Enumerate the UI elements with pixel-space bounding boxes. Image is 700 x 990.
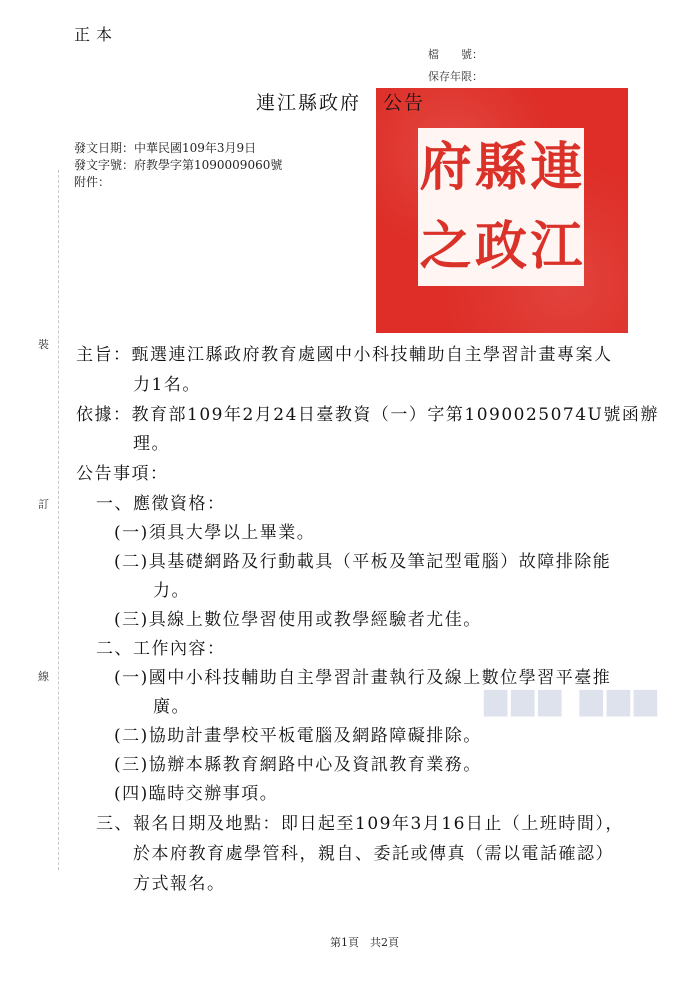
- issue-date: 發文日期：中華民國109年3月9日: [74, 141, 257, 155]
- seal-characters: [418, 128, 584, 286]
- basis-line-1: 依據：教育部109年2月24日臺教資（一）字第1090025074U號函辦: [76, 405, 659, 425]
- seal-char: 縣: [474, 137, 527, 198]
- section-2-item-4: (四)臨時交辦事項。: [114, 784, 279, 804]
- items-heading: 公告事項：: [76, 464, 169, 484]
- document-type: 公告: [383, 92, 426, 114]
- seal-char: 府: [419, 137, 472, 198]
- faint-watermark: ▆▆▆ ▆▆▆: [484, 682, 661, 717]
- section-1-item-1: (一)須具大學以上畢業。: [114, 523, 316, 543]
- document-number: 發文字號：府教學字第1090009060號: [74, 158, 283, 172]
- seal-char: 之: [419, 216, 472, 277]
- seal-char: 江: [530, 216, 583, 277]
- attachment-label: 附件：: [74, 175, 111, 189]
- file-number-label: 檔 號：: [428, 48, 483, 61]
- section-2-item-3: (三)協辦本縣教育網路中心及資訊教育業務。: [114, 755, 482, 775]
- official-seal: [376, 88, 628, 333]
- binding-mark-zhuang: 裝: [38, 338, 49, 351]
- section-3-line-3: 方式報名。: [133, 874, 226, 894]
- document-title: [256, 88, 425, 115]
- basis-line-2: 理。: [133, 434, 170, 454]
- binding-line: [58, 170, 59, 870]
- section-1-item-2-line-2: 力。: [153, 581, 190, 601]
- section-3-line-1: 三、報名日期及地點：即日起至109年3月16日止（上班時間），: [96, 814, 624, 834]
- section-2-item-1-line-1: (一)國中小科技輔助自主學習計畫執行及線上數位學習平臺推: [114, 668, 612, 688]
- page-number: 第1頁 共2頁: [330, 936, 399, 949]
- seal-char: 連: [530, 137, 583, 198]
- retention-label: 保存年限：: [428, 70, 483, 83]
- section-1-item-2-line-1: (二)具基礎網路及行動載具（平板及筆記型電腦）故障排除能: [114, 552, 612, 572]
- binding-mark-ding: 訂: [38, 498, 49, 511]
- section-2-item-2: (二)協助計畫學校平板電腦及網路障礙排除。: [114, 726, 482, 746]
- copy-label: 正本: [74, 25, 119, 44]
- subject-line-1: 主旨：甄選連江縣政府教育處國中小科技輔助自主學習計畫專案人: [76, 345, 613, 365]
- binding-mark-xian: 線: [38, 670, 49, 683]
- seal-char: 政: [474, 216, 527, 277]
- section-2-title: 二、工作內容：: [96, 639, 226, 659]
- section-1-item-3: (三)具線上數位學習使用或教學經驗者尤佳。: [114, 610, 482, 630]
- subject-line-2: 力1名。: [133, 375, 201, 395]
- section-2-item-1-line-2: 廣。: [153, 697, 190, 717]
- section-3-line-2: 於本府教育處學管科，親自、委託或傳真（需以電話確認）: [133, 844, 614, 864]
- issuing-org: 連江縣政府: [256, 92, 362, 114]
- section-1-title: 一、應徵資格：: [96, 494, 226, 514]
